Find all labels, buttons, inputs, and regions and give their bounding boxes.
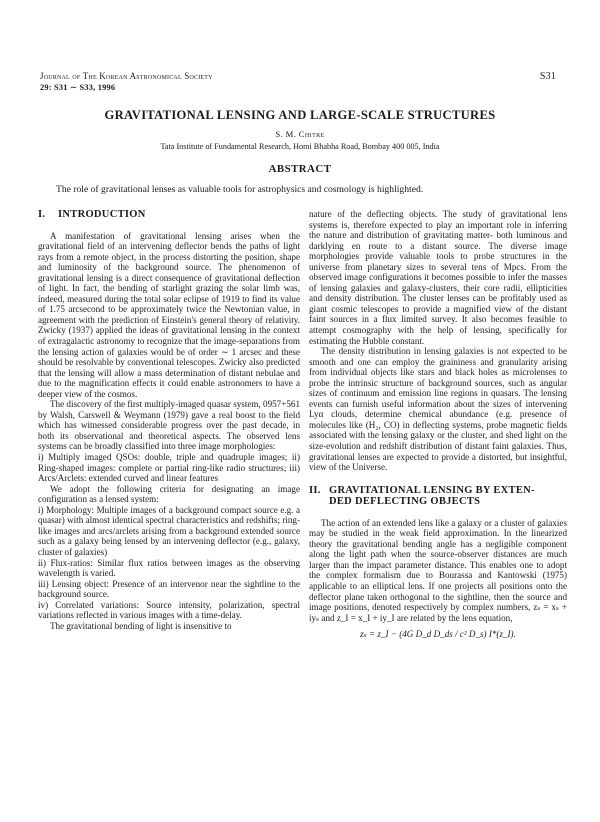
paragraph: The discovery of the first multiply-imaged quasar system, 0957+561 by Walsh, Carswell & Weymann (1979) gave a real boost to the field which has witnessed considerable progress over the past decade, in both its observational and theoretical aspects. The observed lens systems can be broadly classified into three image morphologies: (38, 399, 300, 452)
paragraph: nature of the deflecting objects. The study of gravitational lens systems is, therefore expected to play an important role in inferring the nature and distribution of gravitating matter- both luminous and darklying en route to a distant source. The diverse image morphologies provide valuable tools to probe structures in the universe from planetary sizes to several tens of Mpcs. From the observed image configurations it becomes possible to infer the masses of lensing galaxies and galaxy-clusters, their core radii, ellipticities and density distribution. The cluster lenses can be profitably used as giant cosmic telescopes to provide a magnified view of the distant faint sources in a flux limited survey. It also becomes feasible to attempt cosmography with the help of lensing, specifically for estimating the Hubble constant. (309, 209, 567, 346)
volume-info: 29: S31 ∼ S33, 1996 (40, 83, 116, 92)
paragraph: We adopt the following criteria for designating an image configuration as a lensed system: (38, 483, 300, 505)
paragraph: A manifestation of gravitational lensing arises when the gravitational field of an intervening deflector bends the paths of light rays from a remote object, in the process distorting the position, shape and luminosity of the background source. The phenomenon of gravitational lensing is a direct consequence of gravitational deflection of light. In fact, the bending of starlight grazing the solar limb was, indeed, measured during the total solar eclipse of 1919 to find its value of 1.75 arcsecond to be approximately twice the Newtonian value, in agreement with the prediction of Einstein's general theory of relativity. Zwicky (1937) applied the ideas of gravitational lensing in the context of extragalactic astronomy to recognize that the image-separations from the lensing action of galaxies would be of order ∼ 1 arcsec and these should be resolvable by conventional telescopes. Zwicky also predicted that the lensing will allow a mass determination of distant nebulae and due to the magnification effects it could enable astronomers to have a deeper view of the cosmos. (38, 230, 300, 399)
list-item: iv) Correlated variations: Source intensity, polarization, spectral variations reflected in various images with a time-delay. (38, 599, 300, 621)
running-header (40, 71, 560, 93)
paragraph: The density distribution in lensing galaxies is not expected to be smooth and one can employ the graininess and granularity arising from individual objects like stars and black holes as microlenses to probe the intrinsic structure of background sources, such as angular sizes of continuum and emission line regions in quasars. The lensing events can furnish useful information about the sizes of intervening Lyα clouds, determine chemical abundance (e.g. presence of molecules like (H₂, CO) in deflecting systems, probe magnetic fields associated with the lensing galaxy or the cluster, and shed light on the size-evolution and redshift distribution of distant faint galaxies. Thus, gravitational lenses are expected to provide a distorted, but insightful, view of the Universe. (309, 346, 567, 473)
list-item: i) Morphology: Multiple images of a background compact source e.g. a quasar) with almost identical spectral characteristics and redshifts; ring-like images and arcs/arclets arising from a background extended source such as a galaxy being lensed by an intervening deflector (e.g., galaxy, cluster of galaxies) (38, 504, 300, 557)
abstract-heading: ABSTRACT (268, 163, 332, 175)
section-title: INTRODUCTION (58, 209, 146, 220)
paragraph: i) Multiply imaged QSOs: double, triple and quadruple images; ii) Ring-shaped images: complete or partial ring-like radio structures; iii) Arcs/Arclets: extended curved and linear features (38, 452, 300, 484)
list-item: iii) Lensing object: Presence of an intervenor near the sightline to the background source. (38, 578, 300, 600)
affiliation: Tata Institute of Fundamental Research, Homi Bhabha Road, Bombay 400 005, India (160, 142, 440, 151)
paragraph: The gravitational bending of light is insensitive to (50, 620, 232, 631)
section-heading-extended-lensing (309, 485, 567, 507)
section-number: I. (38, 209, 46, 220)
journal-name: Journal of The Korean Astronomical Society (40, 71, 213, 81)
section-heading-introduction (38, 210, 300, 221)
section-title: GRAVITATIONAL LENSING BY EXTEN- (329, 484, 535, 496)
paragraph: The action of an extended lens like a galaxy or a cluster of galaxies may be studied in the weak field approximation. In the linearized theory the gravitational bending angle has a negligible component along the light path when the source-observer distances are much larger than the impact parameter distance. This enables one to adopt the complex formalism due to Bourassa and Kantowski (1975) applicable to an elliptical lens. If one projects all positions onto the deflector plane taken orthogonal to the sightline, then the source and image positions, denoted respectively by complex numbers, zₛ = xₛ + iyₛ and z_I = x_I + iy_I are related by the lens equation, (309, 517, 567, 623)
section-title-continued: DED DEFLECTING OBJECTS (329, 495, 481, 507)
abstract-text: The role of gravitational lenses as valuable tools for astrophysics and cosmology is highlighted. (56, 184, 424, 195)
left-column (38, 210, 300, 631)
paper-title: GRAVITATIONAL LENSING AND LARGE-SCALE STRUCTURES (104, 108, 496, 122)
page-number: S31 (539, 71, 556, 82)
lens-equation: zₛ = z_I − (4G D_d D_ds / c² D_s) I*(z_I). (360, 629, 516, 640)
list-item: ii) Flux-ratios: Similar flux ratios between images as the observing wavelength is varied. (38, 557, 300, 579)
right-column (309, 209, 567, 640)
section-number: II. (309, 484, 321, 496)
author-name: S. M. Chitre (275, 129, 325, 139)
